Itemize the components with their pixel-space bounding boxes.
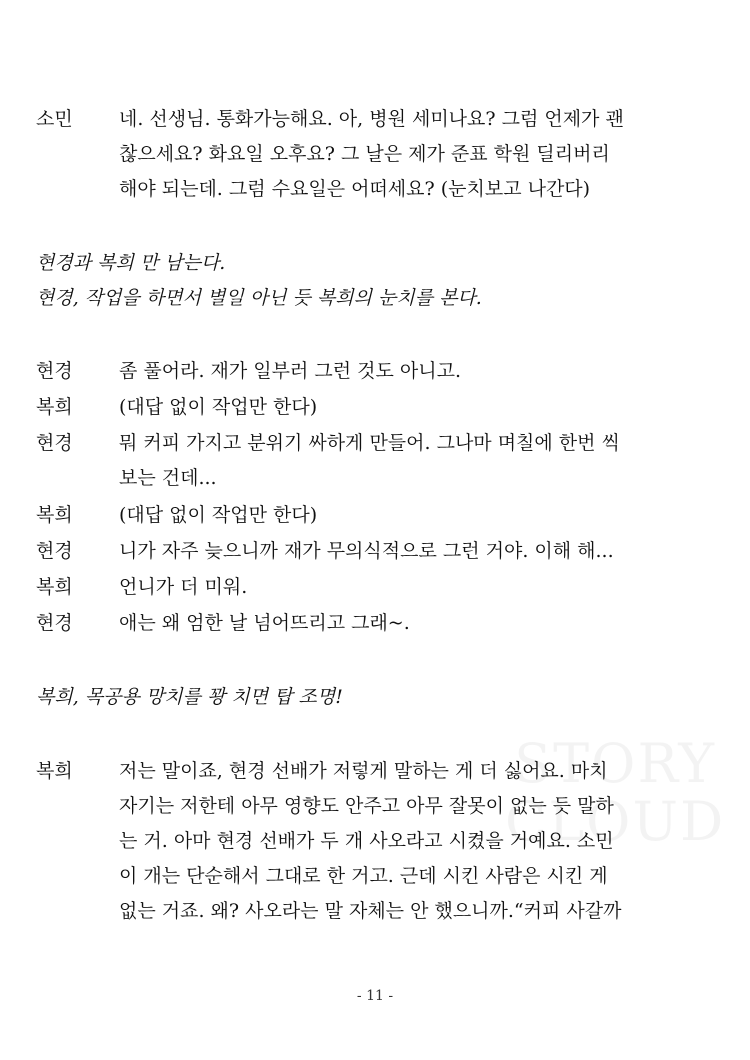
page-number: - 11 - <box>356 988 394 1004</box>
dialogue-hyeongyeong <box>36 354 716 389</box>
dialogue-bokhui <box>36 390 716 425</box>
dialogue-line: 는 거. 아마 현경 선배가 두 개 사오라고 시켰을 거예요. 소민 <box>119 830 614 852</box>
stage-line: 현경과 복희 만 남는다. <box>36 252 226 274</box>
dialogue-line: (대답 없이 작업만 한다) <box>119 504 318 526</box>
speaker-name: 복희 <box>36 396 73 418</box>
speaker-name: 복희 <box>36 760 73 782</box>
speaker-name: 현경 <box>36 432 73 454</box>
speaker-name: 소민 <box>36 108 73 130</box>
dialogue-somin <box>36 102 716 207</box>
dialogue-bokhui <box>36 498 716 533</box>
dialogue-line: 뭐 커피 가지고 분위기 싸하게 만들어. 그나마 며칠에 한번 씩 <box>119 432 620 454</box>
dialogue-hyeongyeong <box>36 534 716 569</box>
dialogue-bokhui <box>36 570 716 605</box>
dialogue-line: 해야 되는데. 그럼 수요일은 어떠세요? (눈치보고 나간다) <box>119 178 591 200</box>
stage-direction <box>36 246 716 316</box>
dialogue-line: 좀 풀어라. 재가 일부러 그런 것도 아니고. <box>119 360 461 382</box>
dialogue-line: 없는 거죠. 왜? 사오라는 말 자체는 안 했으니까.“커피 사갈까 <box>119 900 622 922</box>
dialogue-line: 찮으세요? 화요일 오후요? 그 날은 제가 준표 학원 딜리버리 <box>119 143 610 165</box>
speaker-name: 현경 <box>36 612 73 634</box>
speaker-name: 현경 <box>36 540 73 562</box>
dialogue-hyeongyeong <box>36 606 716 641</box>
stage-line: 복희, 목공용 망치를 꽝 치면 탑 조명! <box>36 686 343 708</box>
dialogue-line: 네. 선생님. 통화가능해요. 아, 병원 세미나요? 그럼 언제가 괜 <box>119 108 624 130</box>
dialogue-line: 저는 말이죠, 현경 선배가 저렇게 말하는 게 더 싫어요. 마치 <box>119 760 608 782</box>
speaker-name: 복희 <box>36 504 73 526</box>
stage-direction <box>36 680 716 715</box>
dialogue-hyeongyeong <box>36 426 716 496</box>
dialogue-line: 애는 왜 엄한 날 넘어뜨리고 그래~. <box>119 612 410 634</box>
stage-line: 현경, 작업을 하면서 별일 아닌 듯 복희의 눈치를 본다. <box>36 287 482 309</box>
speaker-name: 복희 <box>36 576 73 598</box>
dialogue-line: 보는 건데... <box>119 467 217 489</box>
dialogue-line: 이 개는 단순해서 그대로 한 거고. 근데 시킨 사람은 시킨 게 <box>119 865 608 887</box>
dialogue-line: (대답 없이 작업만 한다) <box>119 396 318 418</box>
dialogue-line: 자기는 저한테 아무 영향도 안주고 아무 잘못이 없는 듯 말하 <box>119 795 614 817</box>
dialogue-line: 언니가 더 미워. <box>119 576 248 598</box>
dialogue-bokhui <box>36 754 716 929</box>
dialogue-line: 니가 자주 늦으니까 재가 무의식적으로 그런 거야. 이해 해... <box>119 540 614 562</box>
speaker-name: 현경 <box>36 360 73 382</box>
